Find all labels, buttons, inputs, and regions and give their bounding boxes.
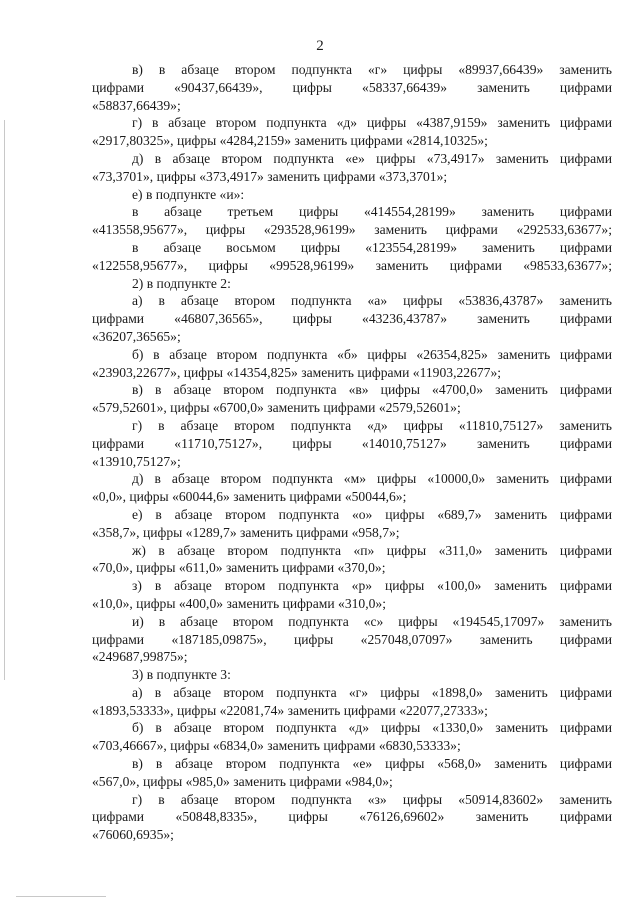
text-line: «703,46667», цифры «6834,0» заменить цифрами «6830,53333»;: [92, 738, 461, 754]
text-line: а) в абзаце втором подпункта «г» цифры «1898,0» заменить цифрами: [132, 684, 612, 700]
text-line: в) в абзаце втором подпункта «е» цифры «568,0» заменить цифрами: [132, 756, 612, 772]
text-line: г) в абзаце втором подпункта «з» цифры «50914,83602» заменить: [132, 791, 612, 807]
text-line: д) в абзаце втором подпункта «м» цифры «10000,0» заменить цифрами: [132, 471, 612, 487]
text-line: «23903,22677», цифры «14354,825» заменить цифрами «11903,22677»;: [92, 364, 502, 380]
text-line: д) в абзаце втором подпункта «е» цифры «73,4917» заменить цифрами: [132, 150, 612, 166]
text-line: г) в абзаце втором подпункта «д» цифры «4387,9159» заменить цифрами: [132, 115, 612, 131]
text-line: ж) в абзаце втором подпункта «п» цифры «311,0» заменить цифрами: [132, 542, 612, 558]
text-line: и) в абзаце втором подпункта «с» цифры «194545,17097» заменить: [132, 613, 612, 629]
text-line: «1893,53333», цифры «22081,74» заменить цифрами «22077,27333»;: [92, 702, 488, 718]
text-line: а) в абзаце втором подпункта «а» цифры «53836,43787» заменить: [132, 293, 612, 309]
text-line: «567,0», цифры «985,0» заменить цифрами «984,0»;: [92, 773, 393, 789]
text-line: цифрами «90437,66439», цифры «58337,66439» заменить цифрами: [92, 79, 612, 95]
text-line: г) в абзаце втором подпункта «д» цифры «11810,75127» заменить: [132, 417, 612, 433]
text-line: в) в абзаце втором подпункта «г» цифры «89937,66439» заменить: [132, 62, 612, 77]
text-line: «73,3701», цифры «373,4917» заменить цифрами «373,3701»;: [92, 168, 448, 184]
text-line: «2917,80325», цифры «4284,2159» заменить цифрами «2814,10325»;: [92, 133, 488, 149]
text-line: «70,0», цифры «611,0» заменить цифрами «370,0»;: [92, 560, 386, 576]
text-line: «13910,75127»;: [92, 453, 181, 469]
page-number: 2: [316, 38, 324, 54]
text-line: «36207,36565»;: [92, 328, 181, 344]
text-line: «122558,95677», цифры «99528,96199» заменить цифрами «98533,63677»;: [92, 257, 612, 273]
text-line: б) в абзаце втором подпункта «д» цифры «1330,0» заменить цифрами: [132, 720, 612, 736]
text-line: в) в абзаце втором подпункта «в» цифры «4700,0» заменить цифрами: [132, 382, 612, 398]
text-line: з) в абзаце втором подпункта «р» цифры «100,0» заменить цифрами: [132, 578, 612, 594]
text-line: «249687,99875»;: [92, 649, 188, 665]
text-line: 3) в подпункте 3:: [132, 667, 231, 683]
text-line: е) в абзаце втором подпункта «о» цифры «689,7» заменить цифрами: [132, 506, 612, 522]
text-line: «413558,95677», цифры «293528,96199» заменить цифрами «292533,63677»;: [92, 222, 612, 238]
scan-edge-bottom: [16, 896, 106, 897]
text-line: «579,52601», цифры «6700,0» заменить цифрами «2579,52601»;: [92, 400, 461, 416]
text-line: 2) в подпункте 2:: [132, 275, 231, 291]
text-line: «76060,6935»;: [92, 827, 174, 843]
text-line: цифрами «187185,09875», цифры «257048,07097» заменить цифрами: [92, 631, 612, 647]
text-line: цифрами «11710,75127», цифры «14010,75127» заменить цифрами: [92, 435, 612, 451]
document-body: [92, 61, 612, 844]
text-line: «0,0», цифры «60044,6» заменить цифрами «50044,6»;: [92, 489, 407, 505]
scan-edge-left: [4, 120, 5, 680]
text-line: цифрами «50848,8335», цифры «76126,69602» заменить цифрами: [92, 809, 612, 825]
text-line: цифрами «46807,36565», цифры «43236,43787» заменить цифрами: [92, 311, 612, 327]
text-line: в абзаце третьем цифры «414554,28199» заменить цифрами: [132, 204, 612, 220]
text-line: «58837,66439»;: [92, 97, 181, 113]
text-line: е) в подпункте «и»:: [132, 186, 245, 202]
text-line: б) в абзаце втором подпункта «б» цифры «26354,825» заменить цифрами: [132, 346, 612, 362]
text-line: в абзаце восьмом цифры «123554,28199» заменить цифрами: [132, 239, 612, 255]
text-line: «10,0», цифры «400,0» заменить цифрами «310,0»;: [92, 595, 386, 611]
text-line: «358,7», цифры «1289,7» заменить цифрами «958,7»;: [92, 524, 400, 540]
